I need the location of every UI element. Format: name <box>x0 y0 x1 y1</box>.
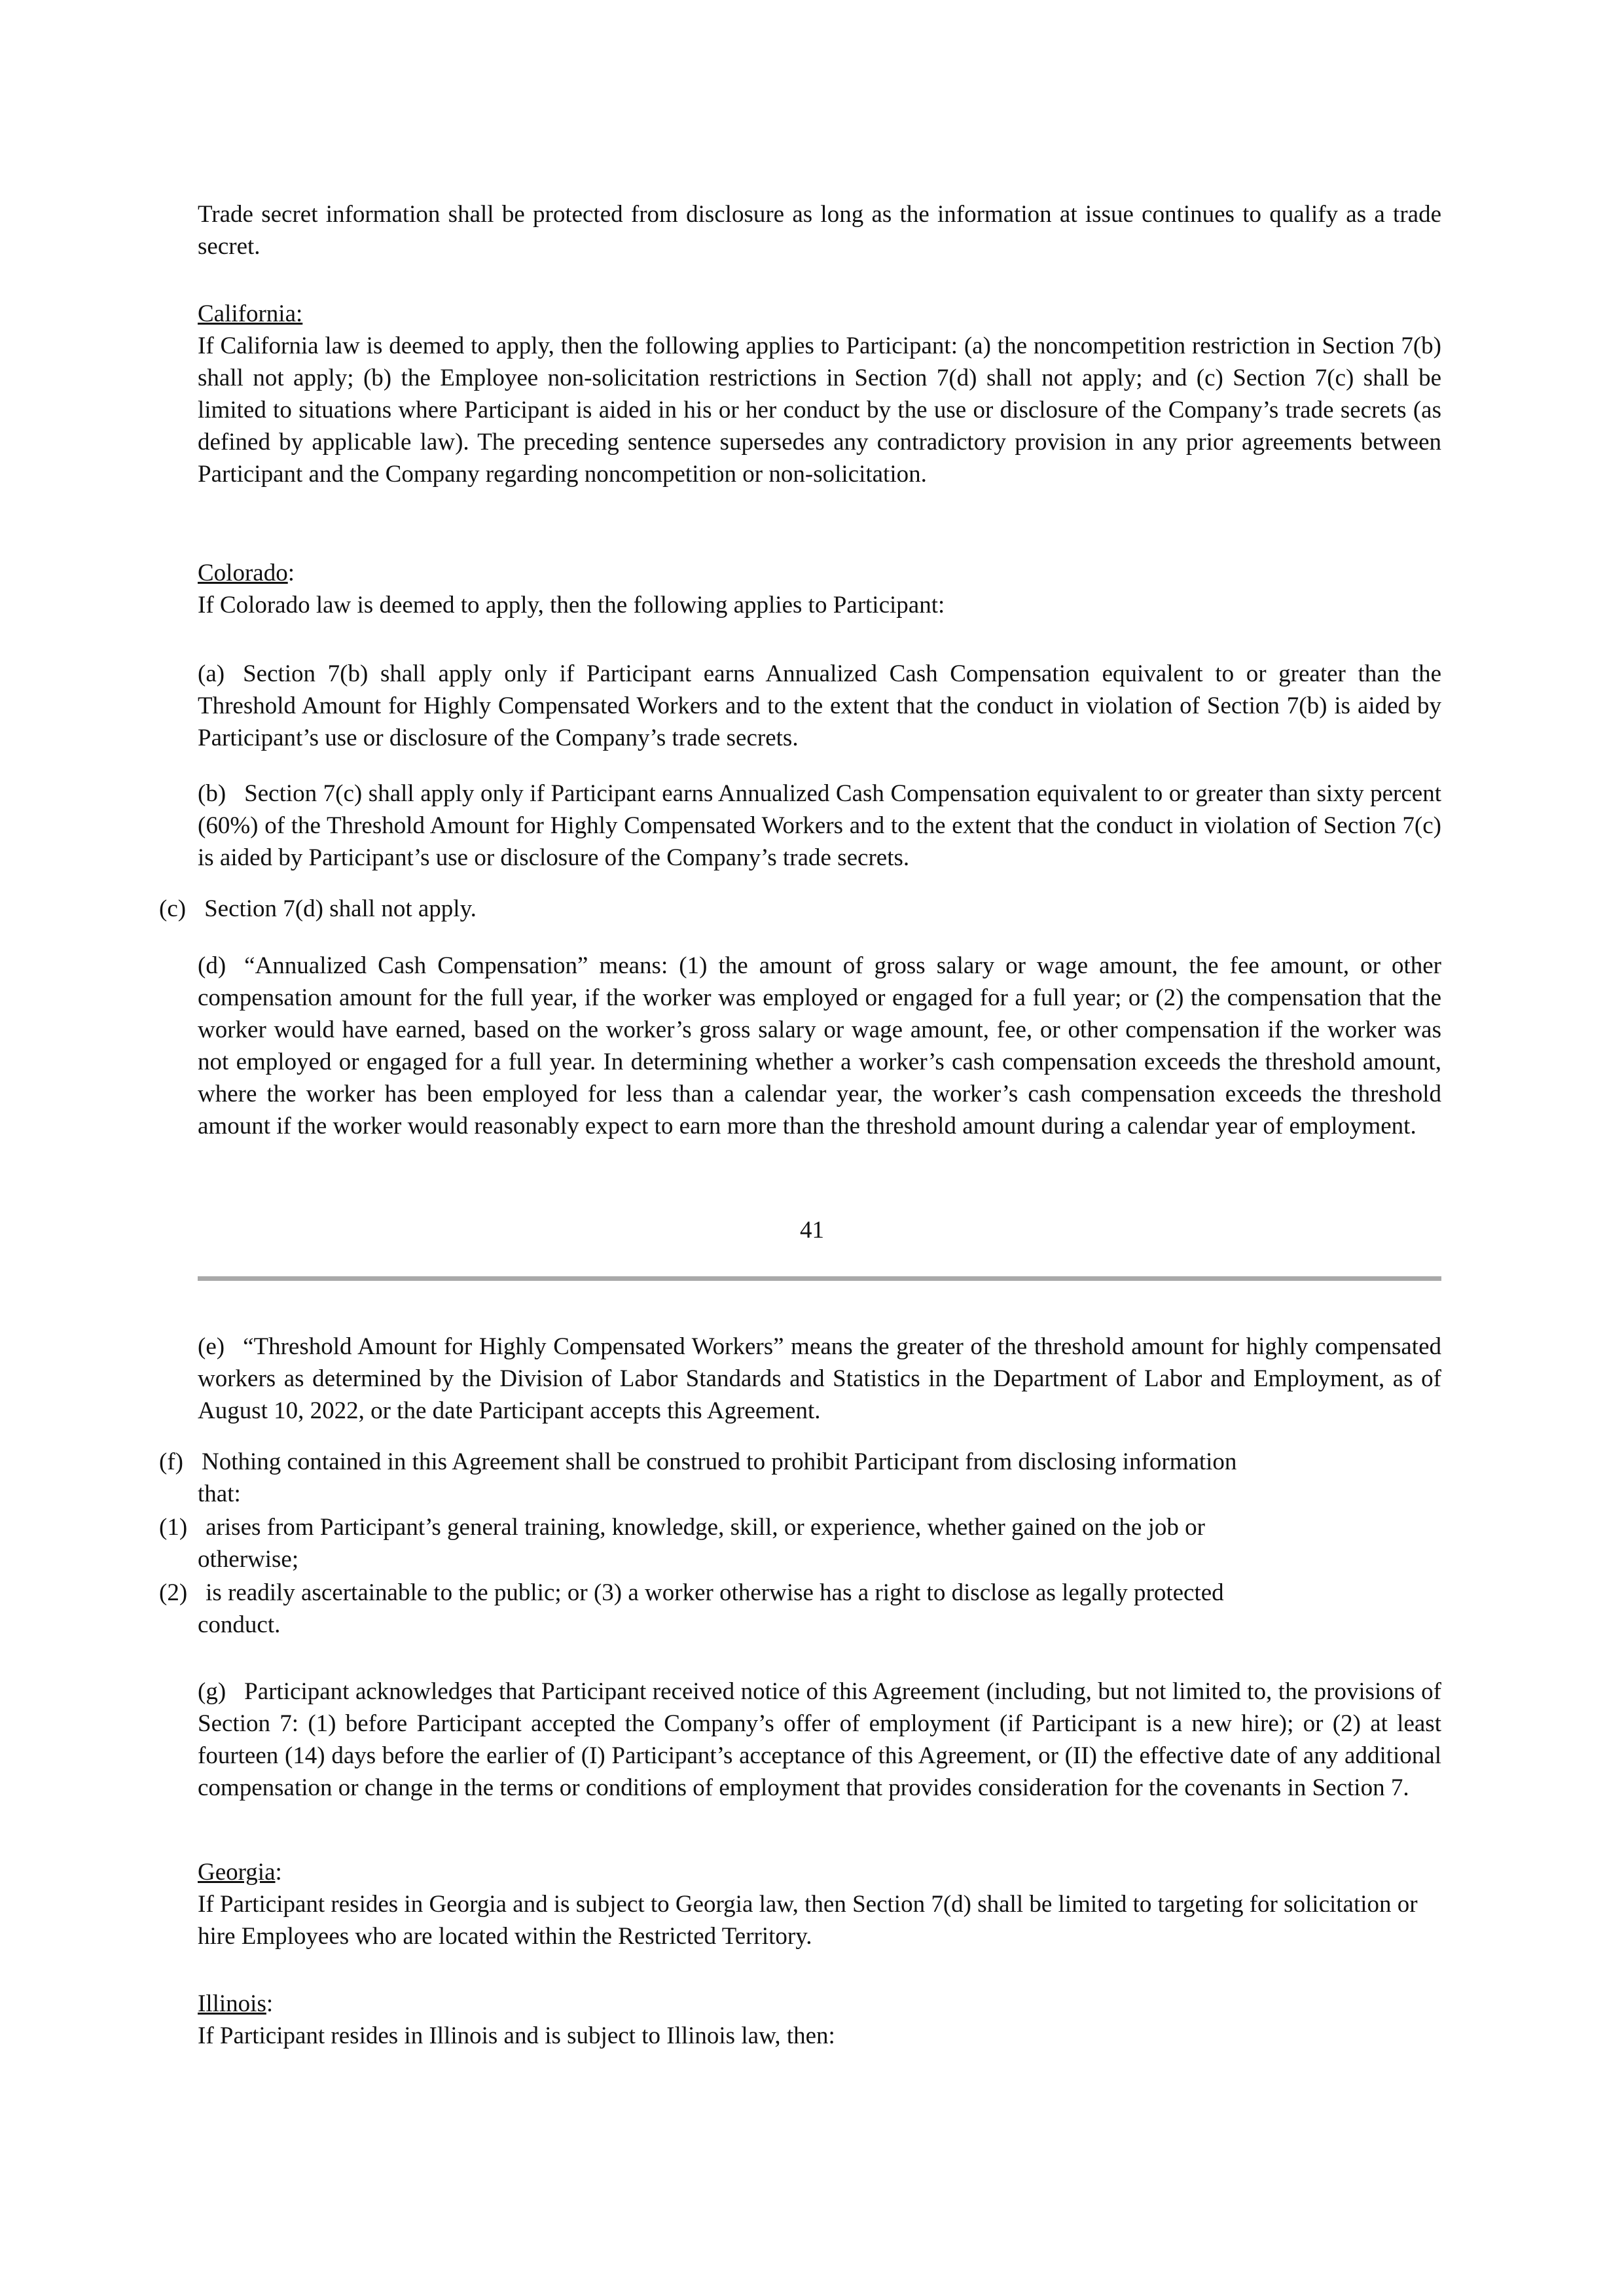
colorado-item-b-text: Section 7(c) shall apply only if Participant earns Annualized Cash Compensation equivalent to or greater than sixty percent (60%) of the Threshold Amount for Highly Compensated Workers and to the extent that the conduct in violation of Section 7(c) is aided by Participant’s use or disclosure of the Company’s trade secrets. <box>198 780 1441 871</box>
colorado-heading-colon: : <box>287 560 295 586</box>
colorado-item-f-1-marker: (1) <box>159 1514 188 1541</box>
colorado-item-c-text: Section 7(d) shall not apply. <box>204 895 477 922</box>
colorado-item-e-text: “Threshold Amount for Highly Compensated Workers” means the greater of the threshold amount for highly compensated workers as determined by the Division of Labor Standards and Statistics in the Department of Labor and Employment, as of August 10, 2022, or the date Participant accepts this Agreement. <box>198 1333 1441 1424</box>
colorado-item-f-1 <box>159 1511 1205 1543</box>
colorado-item-f-marker: (f) <box>159 1448 183 1475</box>
colorado-item-c <box>159 893 477 925</box>
illinois-heading-text: Illinois <box>198 1990 266 2017</box>
colorado-item-a <box>198 658 1441 754</box>
georgia-heading-text: Georgia <box>198 1859 276 1886</box>
colorado-item-f-continued: that: <box>198 1480 241 1507</box>
georgia-heading <box>198 1856 1441 1888</box>
illinois-heading <box>198 1988 1441 2020</box>
page-number: 41 <box>800 1217 824 1244</box>
colorado-item-g <box>198 1676 1441 1804</box>
colorado-item-g-text: Participant acknowledges that Participant received notice of this Agreement (including, but not limited to, the provisions of Section 7: (1) before Participant accepted the Company’s offer of employment (if Participant is a new hire); or (2) at least fourteen (14) days before the earlier of (I) Participant’s acceptance of this Agreement, or (II) the effective date of any additional compensation or change in the terms or conditions of employment that provides consideration for the covenants in Section 7. <box>198 1678 1441 1801</box>
california-body: If California law is deemed to apply, then the following applies to Participant: (a) the noncompetition restriction in Section 7(b) shall not apply; (b) the Employee non-solicitation restrictions in Section 7(d) shall not apply; and (c) Section 7(c) shall be limited to situations where Participant is aided in his or her conduct by the use or disclosure of the Company’s trade secrets (as defined by applicable law). The preceding sentence supersedes any contradictory provision in any prior agreements between Participant and the Company regarding noncompetition or non-solicitation. <box>198 332 1441 488</box>
colorado-item-a-text: Section 7(b) shall apply only if Participant earns Annualized Cash Compensation equivalent to or greater than the Threshold Amount for Highly Compensated Workers and to the extent that the conduct in violation of Section 7(b) is aided by Participant’s use or disclosure of the Company’s trade secrets. <box>198 660 1441 751</box>
california-heading <box>198 298 1441 330</box>
colorado-item-f-2-continued: conduct. <box>198 1611 281 1638</box>
colorado-item-g-marker: (g) <box>198 1678 226 1705</box>
colorado-item-b-marker: (b) <box>198 780 226 807</box>
colorado-item-d <box>198 950 1441 1142</box>
california-heading-text: California: <box>198 300 303 327</box>
page-break-divider <box>198 1276 1441 1281</box>
georgia-heading-colon: : <box>275 1859 282 1886</box>
colorado-item-b <box>198 778 1441 874</box>
colorado-item-f-2-marker: (2) <box>159 1579 188 1606</box>
colorado-intro: If Colorado law is deemed to apply, then the following applies to Participant: <box>198 592 945 619</box>
colorado-item-f-2-line1: is readily ascertainable to the public; or (3) a worker otherwise has a right to disclose as legally protected <box>206 1579 1224 1606</box>
illinois-body: If Participant resides in Illinois and is subject to Illinois law, then: <box>198 2022 835 2049</box>
colorado-item-f-2 <box>159 1577 1224 1609</box>
colorado-item-e <box>198 1331 1441 1427</box>
colorado-item-f-1-line1: arises from Participant’s general training, knowledge, skill, or experience, whether gained on the job or <box>206 1514 1205 1541</box>
colorado-item-d-marker: (d) <box>198 952 226 979</box>
illinois-heading-colon: : <box>266 1990 274 2017</box>
trade-secret-paragraph: Trade secret information shall be protected from disclosure as long as the information at issue continues to qualify as a trade secret. <box>198 201 1441 260</box>
colorado-item-a-marker: (a) <box>198 660 225 687</box>
colorado-item-f-1-continued: otherwise; <box>198 1546 299 1573</box>
colorado-item-e-marker: (e) <box>198 1333 225 1360</box>
colorado-heading <box>198 557 1441 589</box>
colorado-item-f-line1: Nothing contained in this Agreement shall be construed to prohibit Participant from disclosing information <box>201 1448 1237 1475</box>
colorado-heading-text: Colorado <box>198 560 288 586</box>
georgia-body: If Participant resides in Georgia and is subject to Georgia law, then Section 7(d) shall be limited to targeting for solicitation or hire Employees who are located within the Restricted Territory. <box>198 1891 1418 1950</box>
colorado-item-c-marker: (c) <box>159 895 187 922</box>
colorado-item-d-text: “Annualized Cash Compensation” means: (1) the amount of gross salary or wage amount, the fee amount, or other compensation amount for the full year, if the worker was employed or engaged for a full year; or (2) the compensation that the worker would have earned, based on the worker’s gross salary or wage amount, fee, or other compensation if the worker was not employed or engaged for a full year. In determining whether a worker’s cash compensation exceeds the threshold amount, where the worker has been employed for less than a calendar year, the worker’s cash compensation exceeds the threshold amount if the worker would reasonably expect to earn more than the threshold amount during a calendar year of employment. <box>198 952 1441 1139</box>
colorado-item-f <box>159 1446 1236 1478</box>
